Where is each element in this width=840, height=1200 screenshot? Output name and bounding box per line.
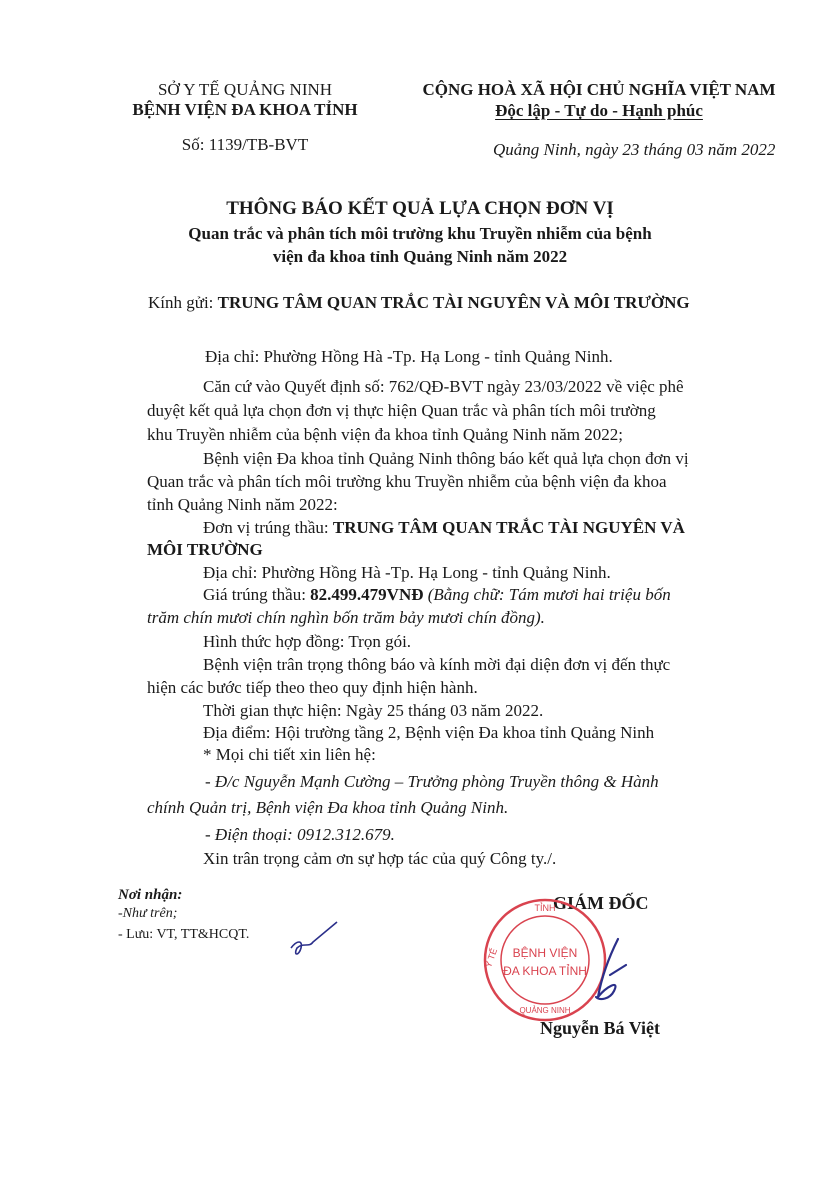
hospital-name: BỆNH VIỆN ĐA KHOA TỈNH <box>132 100 358 119</box>
national-motto: CỘNG HOÀ XÃ HỘI CHỦ NGHĨA VIỆT NAM <box>422 80 776 99</box>
stamp-text-line2: ĐA KHOA TỈNH <box>503 964 587 978</box>
thanks-line: Xin trân trọng cảm ơn sự hợp tác của quý Công ty./. <box>203 849 557 868</box>
agency-name: SỞ Y TẾ QUẢNG NINH <box>157 80 333 99</box>
recipient-label: Kính gửi: <box>148 293 214 312</box>
venue: Địa điểm: Hội trường tầng 2, Bệnh viện Đa khoa tỉnh Quảng Ninh <box>203 723 655 742</box>
basis-line-1: Căn cứ vào Quyết định số: 762/QĐ-BVT ngày 23/03/2022 về việc phê <box>203 377 684 396</box>
notice-line-1: Bệnh viện Đa khoa tỉnh Quảng Ninh thông báo kết quả lựa chọn đơn vị <box>203 449 689 468</box>
price-words-1: (Bằng chữ: Tám mươi hai triệu bốn <box>427 585 671 604</box>
document-number: Số: 1139/TB-BVT <box>181 135 309 154</box>
stamp-text-top: TỈNH <box>534 903 556 913</box>
winner-line-1 <box>203 518 685 538</box>
initials-mark <box>285 918 340 963</box>
stamp-text-line1: BỆNH VIỆN <box>512 946 578 960</box>
notice-subtitle-line1: Quan trắc và phân tích môi trường khu Truyền nhiễm của bệnh <box>188 224 652 243</box>
director-name: Nguyễn Bá Việt <box>540 1018 661 1038</box>
price-line-1 <box>203 585 671 605</box>
notice-title: THÔNG BÁO KẾT QUẢ LỰA CHỌN ĐƠN VỊ <box>226 198 614 219</box>
director-signature <box>580 935 640 1015</box>
stamp-text-left: Y TẾ <box>483 947 500 969</box>
basis-line-2: duyệt kết quả lựa chọn đơn vị thực hiện Quan trắc và phân tích môi trường <box>147 401 656 420</box>
notice-line-2: Quan trắc và phân tích môi trường khu Truyền nhiễm của bệnh viện đa khoa <box>147 472 667 491</box>
phone-line: - Điện thoại: 0912.312.679. <box>205 825 395 844</box>
notice-line-3: tỉnh Quảng Ninh năm 2022: <box>147 495 338 514</box>
recipients-label: Nơi nhận: <box>118 887 183 903</box>
invite-line-2: hiện các bước tiếp theo theo quy định hiện hành. <box>147 678 478 697</box>
invite-line-1: Bệnh viện trân trọng thông báo và kính mời đại diện đơn vị đến thực <box>203 655 671 674</box>
recipient-line <box>148 293 690 313</box>
contract-type: Hình thức hợp đồng: Trọn gói. <box>203 632 412 651</box>
recipients-item-1: -Như trên; <box>118 906 178 921</box>
stamp-text-bottom: QUẢNG NINH <box>519 1006 571 1015</box>
basis-line-3: khu Truyền nhiễm của bệnh viện đa khoa tỉnh Quảng Ninh năm 2022; <box>147 425 623 444</box>
winner-name: TRUNG TÂM QUAN TRẮC TÀI NGUYÊN VÀ <box>332 518 685 537</box>
recipient-name: TRUNG TÂM QUAN TRẮC TÀI NGUYÊN VÀ MÔI TRƯỜNG <box>217 293 690 312</box>
address-line-1: Địa chỉ: Phường Hồng Hà -Tp. Hạ Long - tỉnh Quảng Ninh. <box>205 347 613 366</box>
execution-time: Thời gian thực hiện: Ngày 25 tháng 03 năm 2022. <box>203 701 544 720</box>
contact-line-1: - Đ/c Nguyễn Mạnh Cường – Trưởng phòng Truyền thông & Hành <box>205 772 659 791</box>
contact-line-2: chính Quản trị, Bệnh viện Đa khoa tỉnh Quảng Ninh. <box>147 798 509 817</box>
price-words-2: trăm chín mươi chín nghìn bốn trăm bảy mươi chín đồng). <box>147 608 545 627</box>
contact-label: * Mọi chi tiết xin liên hệ: <box>203 745 376 764</box>
recipients-item-2: - Lưu: VT, TT&HCQT. <box>118 927 250 942</box>
national-slogan <box>398 101 800 121</box>
director-title: GIÁM ĐỐC <box>553 893 649 913</box>
notice-subtitle-line2: viện đa khoa tỉnh Quảng Ninh năm 2022 <box>272 247 568 266</box>
winner-label: Đơn vị trúng thầu: <box>203 518 329 537</box>
price-value: 82.499.479VNĐ <box>310 585 424 604</box>
document-date: Quảng Ninh, ngày 23 tháng 03 năm 2022 <box>493 140 776 159</box>
address-line-2: Địa chỉ: Phường Hồng Hà -Tp. Hạ Long - tỉnh Quảng Ninh. <box>203 563 611 582</box>
price-label: Giá trúng thầu: <box>203 585 306 604</box>
national-slogan-text: Độc lập - Tự do - Hạnh phúc <box>495 101 703 120</box>
winner-line-2: MÔI TRƯỜNG <box>147 540 263 559</box>
